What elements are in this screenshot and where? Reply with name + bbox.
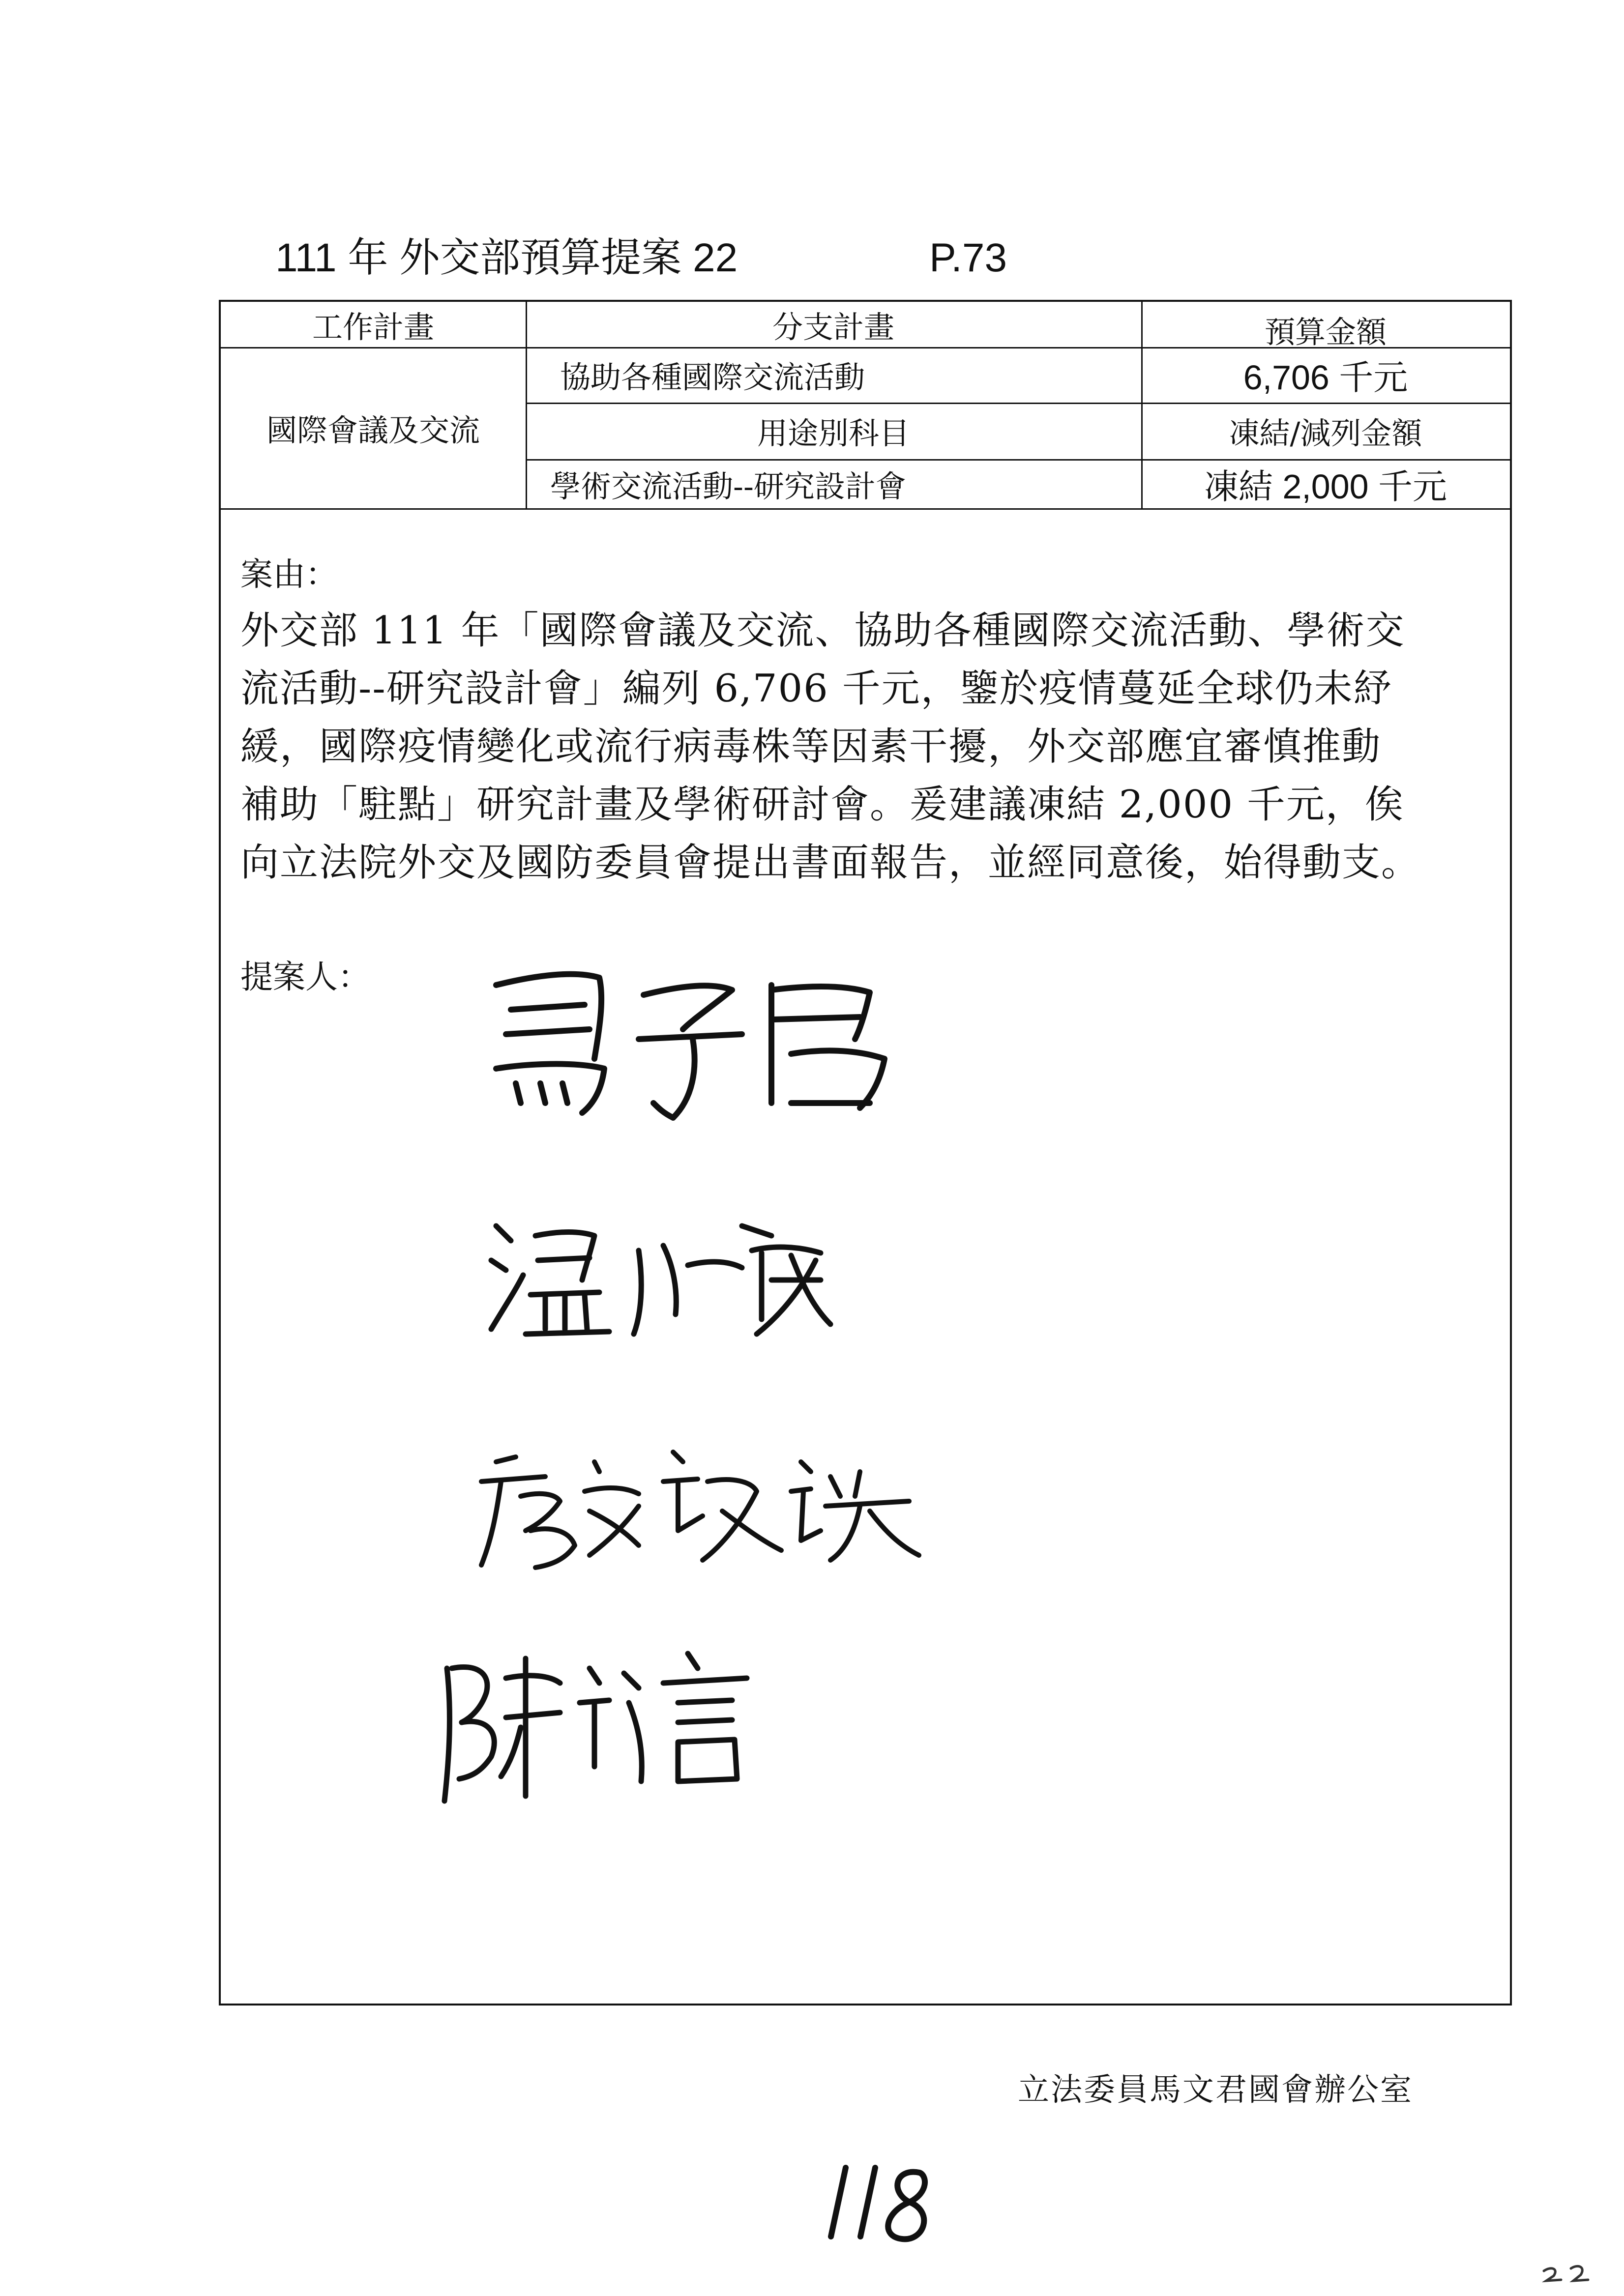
sub-plan-value: 協助各種國際交流活動 bbox=[560, 359, 865, 395]
case-reason bbox=[240, 602, 1499, 892]
header-work-plan: 工作計畫 bbox=[312, 309, 434, 345]
case-line: 緩，國際疫情變化或流行病毒株等因素干擾，外交部應宜審慎推動 bbox=[240, 725, 1382, 769]
freeze-amount: 凍結 2,000 千元 bbox=[1204, 467, 1447, 506]
case-label: 案由： bbox=[240, 555, 338, 593]
case-line: 補助「駐點」研究計畫及學術研討會。爰建議凍結 2,000 千元，俟 bbox=[240, 783, 1404, 827]
case-line: 向立法院外交及國防委員會提出書面報告，並經同意後，始得動支。 bbox=[240, 841, 1421, 885]
purpose-value: 學術交流活動--研究設計會 bbox=[550, 468, 906, 504]
signature-1 bbox=[476, 956, 919, 1142]
proposal-form bbox=[219, 300, 1512, 2005]
signature-2 bbox=[476, 1206, 919, 1364]
handwritten-page-number bbox=[821, 2153, 949, 2251]
signature-4 bbox=[432, 1639, 924, 1816]
signature-3 bbox=[467, 1432, 958, 1580]
work-plan-value: 國際會議及交流 bbox=[266, 412, 480, 448]
header-freeze-amount: 凍結/減列金額 bbox=[1229, 415, 1422, 451]
corner-mark bbox=[1539, 2256, 1598, 2286]
case-line: 外交部 111 年「國際會議及交流、協助各種國際交流活動、學術交 bbox=[240, 609, 1405, 653]
case-section bbox=[240, 548, 1499, 892]
header-budget: 預算金額 bbox=[1264, 314, 1387, 350]
proposers-label: 提案人： bbox=[240, 958, 370, 996]
proposal-title: 111 年 外交部預算提案 22 bbox=[275, 235, 738, 280]
header-purpose: 用途別科目 bbox=[757, 415, 910, 451]
office-name: 立法委員馬文君國會辦公室 bbox=[1018, 2072, 1413, 2108]
budget-amount: 6,706 千元 bbox=[1243, 358, 1408, 397]
proposal-header bbox=[275, 231, 1111, 285]
case-line: 流活動--研究設計會」編列 6,706 千元，鑒於疫情蔓延全球仍未紓 bbox=[240, 667, 1393, 711]
header-sub-plan: 分支計畫 bbox=[772, 309, 894, 345]
page-reference: P.73 bbox=[929, 235, 1007, 280]
